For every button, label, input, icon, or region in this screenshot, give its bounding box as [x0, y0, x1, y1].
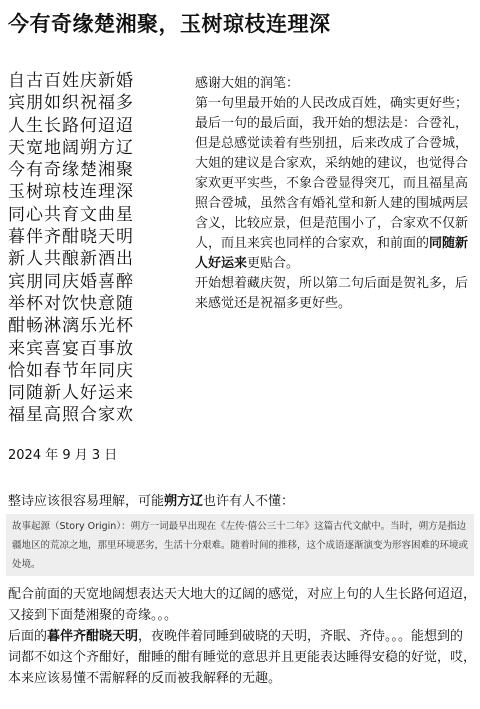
question-text: 也许有人不懂：: [203, 494, 295, 509]
poem-line: 新人共酿新酒出: [8, 249, 134, 270]
comment-block: [195, 74, 475, 314]
story-origin-note: 故事起源（Story Origin）：朔方一词最早出现在《左传·僖公三十二年》这篇古代文献中。当时，朔方是指边疆地区的荒凉之地，那里环境恶劣，生活十分艰难。随着时间的推移，这个成语逐渐演变为形容困难的环境或处境。: [12, 521, 469, 570]
poem-line: 天宽地阔朔方辽: [8, 137, 134, 158]
poem-line: 同随新人好运来: [8, 383, 134, 404]
highlighted-phrase: 朔方辽: [164, 494, 204, 509]
poem-line: 人生长路何迢迢: [8, 115, 134, 136]
poem-line: 宾朋同庆婚喜醉: [8, 271, 134, 292]
poem-line: 宾朋如织祝福多: [8, 93, 134, 114]
question-text: 整诗应该很容易理解，可能: [8, 494, 165, 509]
highlighted-phrase: 同随新人好运来: [195, 236, 469, 271]
comment-paragraph: 第一句里最开始的人民改成百姓，确实更好些；: [195, 96, 469, 111]
comment-paragraph: [195, 114, 475, 274]
poem-line: 举杯对饮快意随: [8, 293, 134, 314]
poem-line: 福星高照合家欢: [8, 405, 134, 426]
poem-line: 同心共育文曲星: [8, 204, 134, 225]
poem-line: 今有奇缘楚湘聚: [8, 160, 134, 181]
poem-line: 酣畅淋漓乐光杯: [8, 316, 134, 337]
comment-text: 最后一句的最后面，我开始的想法是：合卺礼，但是总感觉读着有些别扭，后来改成了合卺城，大姐的建议是合家欢，采纳她的建议，也觉得合家欢更平实些，不象合卺显得突兀，而且福星高照合卺城，虽然含有婚礼堂和新人建的围城两层含义，比较应景，但是范围小了，合家欢不仅新人，而且来宾也同样的合家欢，和前面的: [195, 116, 469, 251]
explanation-paragraph: [8, 626, 476, 689]
explanation-text: ，夜晚伴着同睡到破晓的天明，齐眠、齐侍。。。能想到的词都不如这个齐酣好，酣睡的酣有睡觉的意思并且更能表达睡得安稳的好觉，哎，本来应该易懂不需解释的反而被我解释的无趣。: [8, 629, 477, 686]
poem-line: 来宾喜宴百事放: [8, 338, 134, 359]
poem-line: 自古百姓庆新婚: [8, 71, 134, 91]
poem-date: 2024 年 9 月 3 日: [8, 448, 118, 463]
explanation-block: [8, 584, 476, 689]
explanation-text: 后面的: [8, 629, 48, 644]
explanation-paragraph: 配合前面的天宽地阔想表达天大地大的辽阔的感觉，对应上句的人生长路何迢迢，又接到下面楚湘聚的奇缘。。。: [8, 587, 477, 623]
poem-line: 玉树琼枝连理深: [8, 182, 134, 203]
comment-paragraph: 感谢大姐的润笔：: [195, 76, 300, 91]
poem-line: 恰如春节年同庆: [8, 360, 134, 381]
poem: [8, 70, 188, 427]
comment-text: 更贴合。: [247, 256, 300, 271]
question-line: [8, 492, 473, 512]
highlighted-phrase: 暮伴齐酣晓天明: [47, 629, 139, 644]
comment-paragraph: 开始想着藏庆贺，所以第二句后面是贺礼多，后来感觉还是祝福多更好些。: [195, 276, 469, 311]
page-title: 今有奇缘楚湘聚，玉树琼枝连理深: [8, 12, 331, 36]
poem-line: 暮伴齐酣晓天明: [8, 227, 134, 248]
